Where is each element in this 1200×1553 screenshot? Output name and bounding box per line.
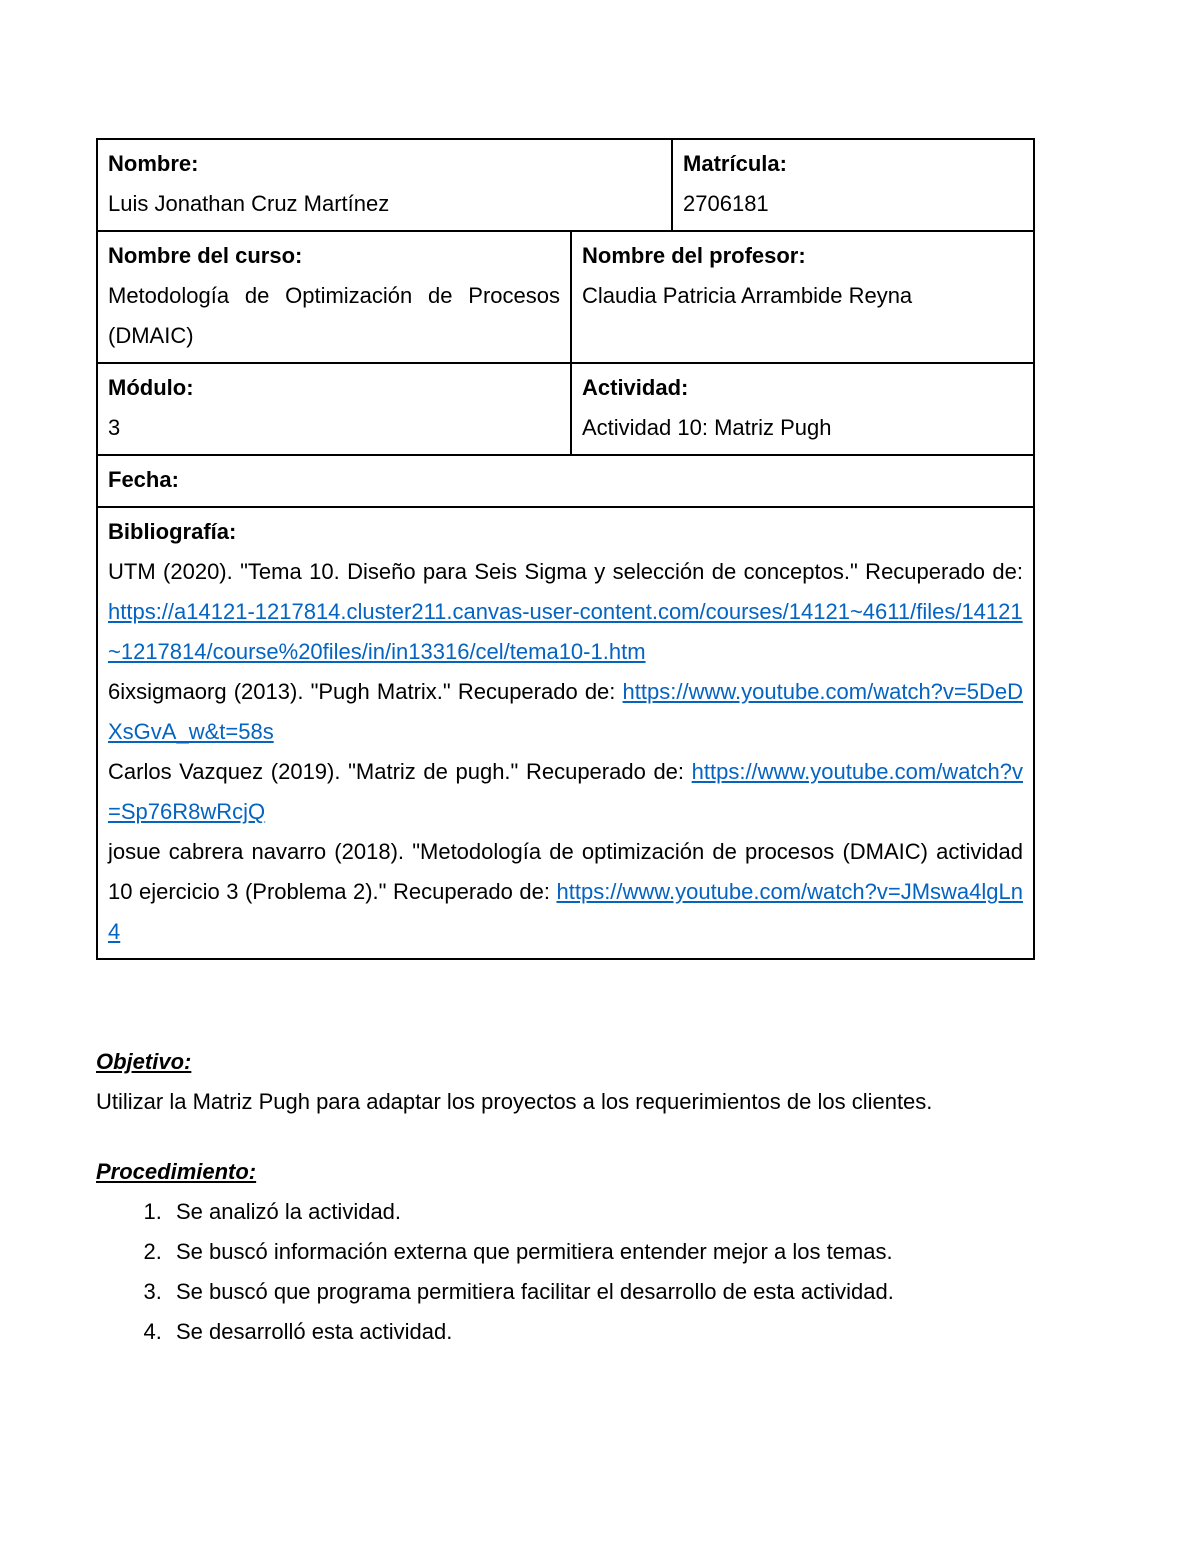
row-course — [97, 231, 1034, 363]
profesor-value: Claudia Patricia Arrambide Reyna — [582, 283, 913, 308]
bibliography-entry — [108, 672, 1023, 752]
profesor-label: Nombre del profesor: — [582, 243, 806, 268]
objective-section — [96, 1042, 1033, 1122]
actividad-label: Actividad: — [582, 375, 689, 400]
nombre-label: Nombre: — [108, 151, 199, 176]
cell-modulo — [97, 363, 571, 455]
objective-title: Objetivo: — [96, 1049, 192, 1074]
bibliography-link[interactable]: https://www.youtube.com/watch?v=5DeDXsGvA_w&t=58s — [108, 679, 1024, 744]
row-bibliography — [97, 507, 1034, 959]
bibliography-entry — [108, 552, 1023, 672]
bibliography-entry-text: josue cabrera navarro (2018). "Metodología de optimización de procesos (DMAIC) actividad 10 ejercicio 3 (Problema 2)." Recuperado de: — [108, 839, 1024, 904]
row-name — [97, 139, 1034, 231]
bibliography-entry — [108, 832, 1023, 952]
cell-matricula — [672, 139, 1034, 231]
cell-fecha — [97, 455, 1034, 507]
bibliography-link[interactable]: https://www.youtube.com/watch?v=Sp76R8wRcjQ — [108, 759, 1024, 824]
bibliography-entry — [108, 752, 1023, 832]
document-page — [96, 138, 1033, 1352]
matricula-value: 2706181 — [683, 191, 769, 216]
row-date — [97, 455, 1034, 507]
list-item: 1. Se analizó la actividad. — [168, 1192, 1033, 1232]
nombre-value: Luis Jonathan Cruz Martínez — [108, 191, 390, 216]
cell-actividad — [571, 363, 1034, 455]
cell-curso — [97, 231, 571, 363]
bibliography-entry-text: Carlos Vazquez (2019). "Matriz de pugh." Recuperado de: — [108, 759, 692, 784]
bibliography-link[interactable]: https://www.youtube.com/watch?v=JMswa4lgLn4 — [108, 879, 1024, 944]
bibliografia-label: Bibliografía: — [108, 519, 237, 544]
objective-text: Utilizar la Matriz Pugh para adaptar los proyectos a los requerimientos de los clientes. — [96, 1089, 933, 1114]
cell-bibliografia — [97, 507, 1034, 959]
procedure-steps-list — [96, 1192, 1033, 1352]
row-module — [97, 363, 1034, 455]
procedure-section — [96, 1152, 1033, 1352]
bibliography-link[interactable]: https://a14121-1217814.cluster211.canvas-user-content.com/courses/14121~4611/files/14121~1217814/course%20files/in/in13316/cel/tema10-1.htm — [108, 599, 1023, 664]
cell-profesor — [571, 231, 1034, 363]
actividad-value: Actividad 10: Matriz Pugh — [582, 415, 832, 440]
list-item: 2. Se buscó información externa que permitiera entender mejor a los temas. — [168, 1232, 1033, 1272]
fecha-label: Fecha: — [108, 467, 179, 492]
matricula-label: Matrícula: — [683, 151, 787, 176]
bibliography-entry-text: UTM (2020). "Tema 10. Diseño para Seis Sigma y selección de conceptos." Recuperado de: — [108, 559, 1024, 584]
bibliography-entry-text: 6ixsigmaorg (2013). "Pugh Matrix." Recuperado de: — [108, 679, 623, 704]
curso-value: Metodología de Optimización de Procesos (DMAIC) — [108, 283, 560, 348]
modulo-label: Módulo: — [108, 375, 194, 400]
list-item: 3. Se buscó que programa permitiera facilitar el desarrollo de esta actividad. — [168, 1272, 1033, 1312]
list-item: 4. Se desarrolló esta actividad. — [168, 1312, 1033, 1352]
procedure-title: Procedimiento: — [96, 1159, 257, 1184]
student-info-table — [96, 138, 1035, 960]
modulo-value: 3 — [108, 415, 121, 440]
cell-nombre — [97, 139, 672, 231]
curso-label: Nombre del curso: — [108, 243, 303, 268]
